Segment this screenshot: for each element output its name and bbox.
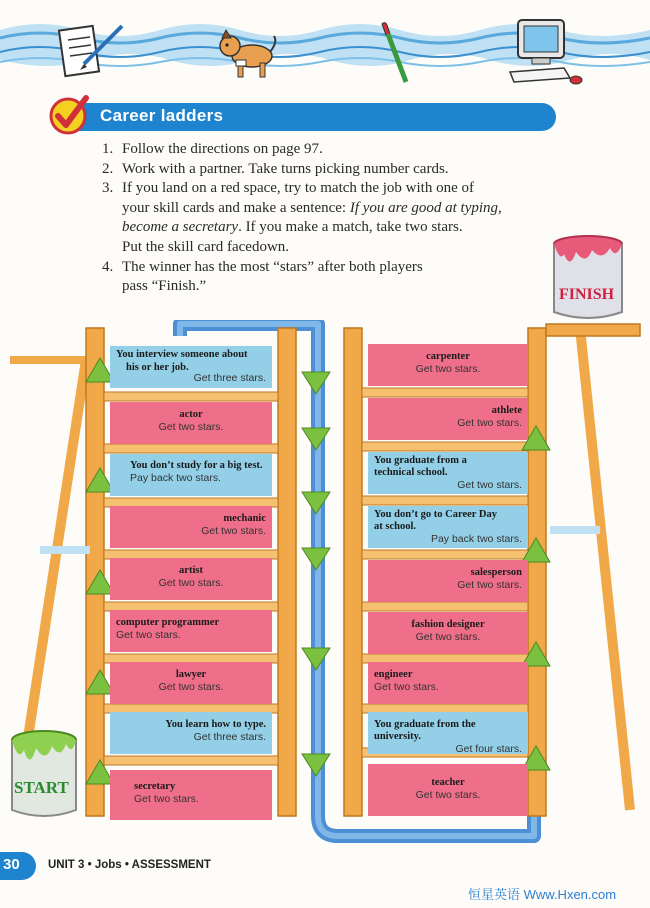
paintbrush-icon xyxy=(376,20,412,84)
square-label: technical school. xyxy=(374,467,448,478)
square-label: You learn how to type. xyxy=(165,719,266,730)
ladder-square xyxy=(368,452,528,494)
ladder-square xyxy=(110,506,272,548)
square-label: You don’t study for a big test. xyxy=(130,460,263,471)
direction-text: The winner has the most “stars” after both players xyxy=(122,258,423,275)
direction-item xyxy=(102,160,552,180)
square-label: actor xyxy=(179,409,203,420)
ladder-square xyxy=(110,662,272,704)
square-label: You graduate from a xyxy=(374,455,467,466)
dog-icon xyxy=(216,28,278,80)
watermark: 恒星英语 Www.Hxen.com xyxy=(468,887,617,902)
direction-text: Put the skill card facedown. xyxy=(122,238,290,255)
direction-item xyxy=(102,140,552,160)
square-reward: Get two stars. xyxy=(457,479,522,491)
ladder-square xyxy=(110,610,272,652)
ladder-square xyxy=(368,344,528,386)
section-title: Career ladders xyxy=(100,106,224,125)
ladder-square xyxy=(110,712,272,754)
start-label: START xyxy=(14,778,69,797)
ladder-square xyxy=(368,506,528,548)
finish-paint-can xyxy=(540,232,636,328)
direction-text: If you land on a red space, try to match the job with one of xyxy=(122,180,474,197)
square-reward: Get two stars. xyxy=(201,525,266,537)
finish-label: FINISH xyxy=(559,286,615,303)
direction-number: 3. xyxy=(102,180,114,197)
square-label: carpenter xyxy=(426,351,470,362)
checkmark-icon xyxy=(48,92,92,136)
square-label: at school. xyxy=(374,521,416,532)
square-reward: Get two stars. xyxy=(374,681,439,693)
square-label: engineer xyxy=(374,669,413,680)
square-reward: Pay back two stars. xyxy=(130,472,222,484)
computer-icon xyxy=(508,16,586,88)
game-board xyxy=(0,320,650,850)
square-label: mechanic xyxy=(223,513,266,524)
notepad-pen-icon xyxy=(56,20,126,80)
direction-text: pass “Finish.” xyxy=(122,278,207,295)
ladder-square xyxy=(110,454,272,496)
square-label: athlete xyxy=(491,405,522,416)
square-label: You don’t go to Career Day xyxy=(374,509,497,520)
square-reward: Get two stars. xyxy=(158,421,224,433)
square-reward: Get two stars. xyxy=(116,629,181,641)
square-reward: Get two stars. xyxy=(457,417,522,429)
direction-text: Follow the directions on page 97. xyxy=(122,141,323,157)
square-reward: Get two stars. xyxy=(457,579,522,591)
ladder-square xyxy=(368,764,528,816)
direction-number: 2. xyxy=(102,160,114,177)
direction-item xyxy=(102,179,552,257)
square-reward: Get two stars. xyxy=(415,363,481,375)
square-label: You interview someone about xyxy=(116,349,248,360)
square-label: his or her job. xyxy=(126,362,189,373)
square-label: artist xyxy=(179,565,203,576)
square-reward: Get three stars. xyxy=(193,731,266,743)
square-reward: Get two stars. xyxy=(415,631,481,643)
square-reward: Get two stars. xyxy=(158,681,224,693)
start-paint-can xyxy=(4,726,84,826)
square-reward: Get four stars. xyxy=(455,743,522,755)
example-sentence: If you are good at typing, xyxy=(349,199,502,216)
square-label: You graduate from the university. xyxy=(374,719,476,742)
page-number: 30 xyxy=(3,856,20,873)
directions-list xyxy=(102,140,552,297)
square-reward: Get two stars. xyxy=(134,793,199,805)
ladder-square xyxy=(368,662,528,704)
direction-item xyxy=(102,258,552,297)
square-label: secretary xyxy=(134,781,176,792)
ladder-square xyxy=(368,612,528,654)
direction-text: Work with a partner. Take turns picking number cards. xyxy=(122,160,449,177)
direction-text: . If you make a match, take two stars. xyxy=(238,219,463,236)
ladder-square xyxy=(368,560,528,602)
ladder-square xyxy=(110,402,272,444)
ladder-square xyxy=(368,398,528,440)
square-label: computer programmer xyxy=(116,617,220,628)
square-reward: Get two stars. xyxy=(158,577,224,589)
direction-number: 1. xyxy=(102,141,114,157)
square-reward: Pay back two stars. xyxy=(430,533,522,545)
example-sentence: become a secretary xyxy=(122,219,239,236)
square-label: fashion designer xyxy=(411,619,485,630)
square-label: teacher xyxy=(431,777,465,788)
ladder-square xyxy=(110,770,272,820)
square-reward: Get three stars. xyxy=(193,372,266,384)
ladder-square xyxy=(368,712,528,754)
square-label: salesperson xyxy=(470,567,522,578)
square-reward: Get two stars. xyxy=(415,789,481,801)
unit-label: UNIT 3 • Jobs • ASSESSMENT xyxy=(48,859,211,871)
square-label: lawyer xyxy=(175,669,207,680)
ladder-square xyxy=(110,558,272,600)
direction-text: your skill cards and make a sentence: xyxy=(122,199,350,216)
direction-number: 4. xyxy=(102,258,114,275)
ladder-square xyxy=(110,346,272,388)
